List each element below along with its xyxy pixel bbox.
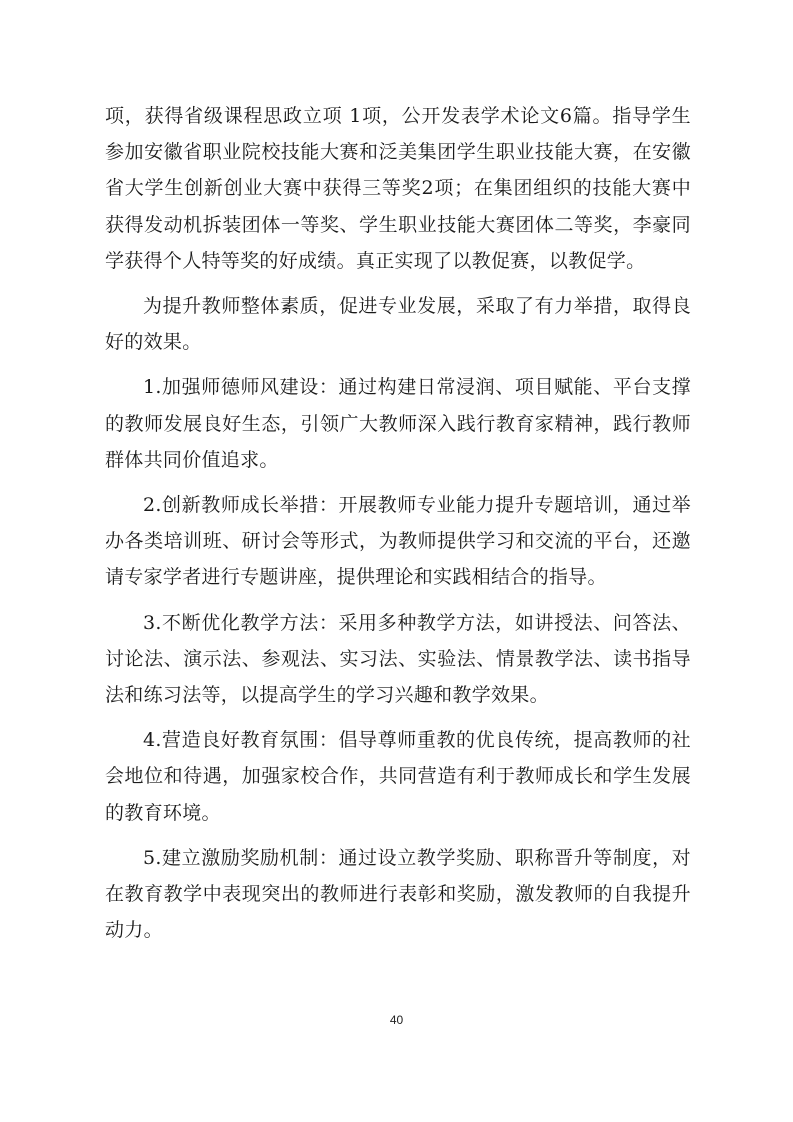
page-number: 40 xyxy=(389,1013,404,1027)
paragraph-item-3: 3.不断优化教学方法：采用多种教学方法，如讲授法、问答法、讨论法、演示法、参观法、实习法、实验法、情景教学法、读书指导法和练习法等，以提高学生的学习兴趣和教学效果。 xyxy=(105,611,691,707)
paragraph-intro: 为提升教师整体素质，促进专业发展，采取了有力举措，取得良好的效果。 xyxy=(105,295,691,354)
paragraph-continued: 项，获得省级课程思政立项 1项，公开发表学术论文6篇。指导学生参加安徽省职业院校技能大赛和泛美集团学生职业技能大赛，在安徽省大学生创新创业大赛中获得三等奖2项；在集团组织的技能大赛中获得发动机拆装团体一等奖、学生职业技能大赛团体二等奖，李豪同学获得个人特等奖的好成绩。真正实现了以教促赛，以教促学。 xyxy=(105,105,691,272)
paragraph-item-4: 4.营造良好教育氛围：倡导尊师重教的优良传统，提高教师的社会地位和待遇，加强家校合作，共同营造有利于教师成长和学生发展的教育环境。 xyxy=(105,729,691,824)
paragraph-item-1: 1.加强师德师风建设：通过构建日常浸润、项目赋能、平台支撑的教师发展良好生态，引领广大教师深入践行教育家精神，践行教师群体共同价值追求。 xyxy=(105,376,691,471)
paragraph-item-5: 5.建立激励奖励机制：通过设立教学奖励、职称晋升等制度，对在教育教学中表现突出的教师进行表彰和奖励，激发教师的自我提升动力。 xyxy=(105,846,691,942)
document-body xyxy=(105,98,691,948)
paragraph-item-2: 2.创新教师成长举措：开展教师专业能力提升专题培训，通过举办各类培训班、研讨会等形式，为教师提供学习和交流的平台，还邀请专家学者进行专题讲座，提供理论和实践相结合的指导。 xyxy=(105,494,691,589)
